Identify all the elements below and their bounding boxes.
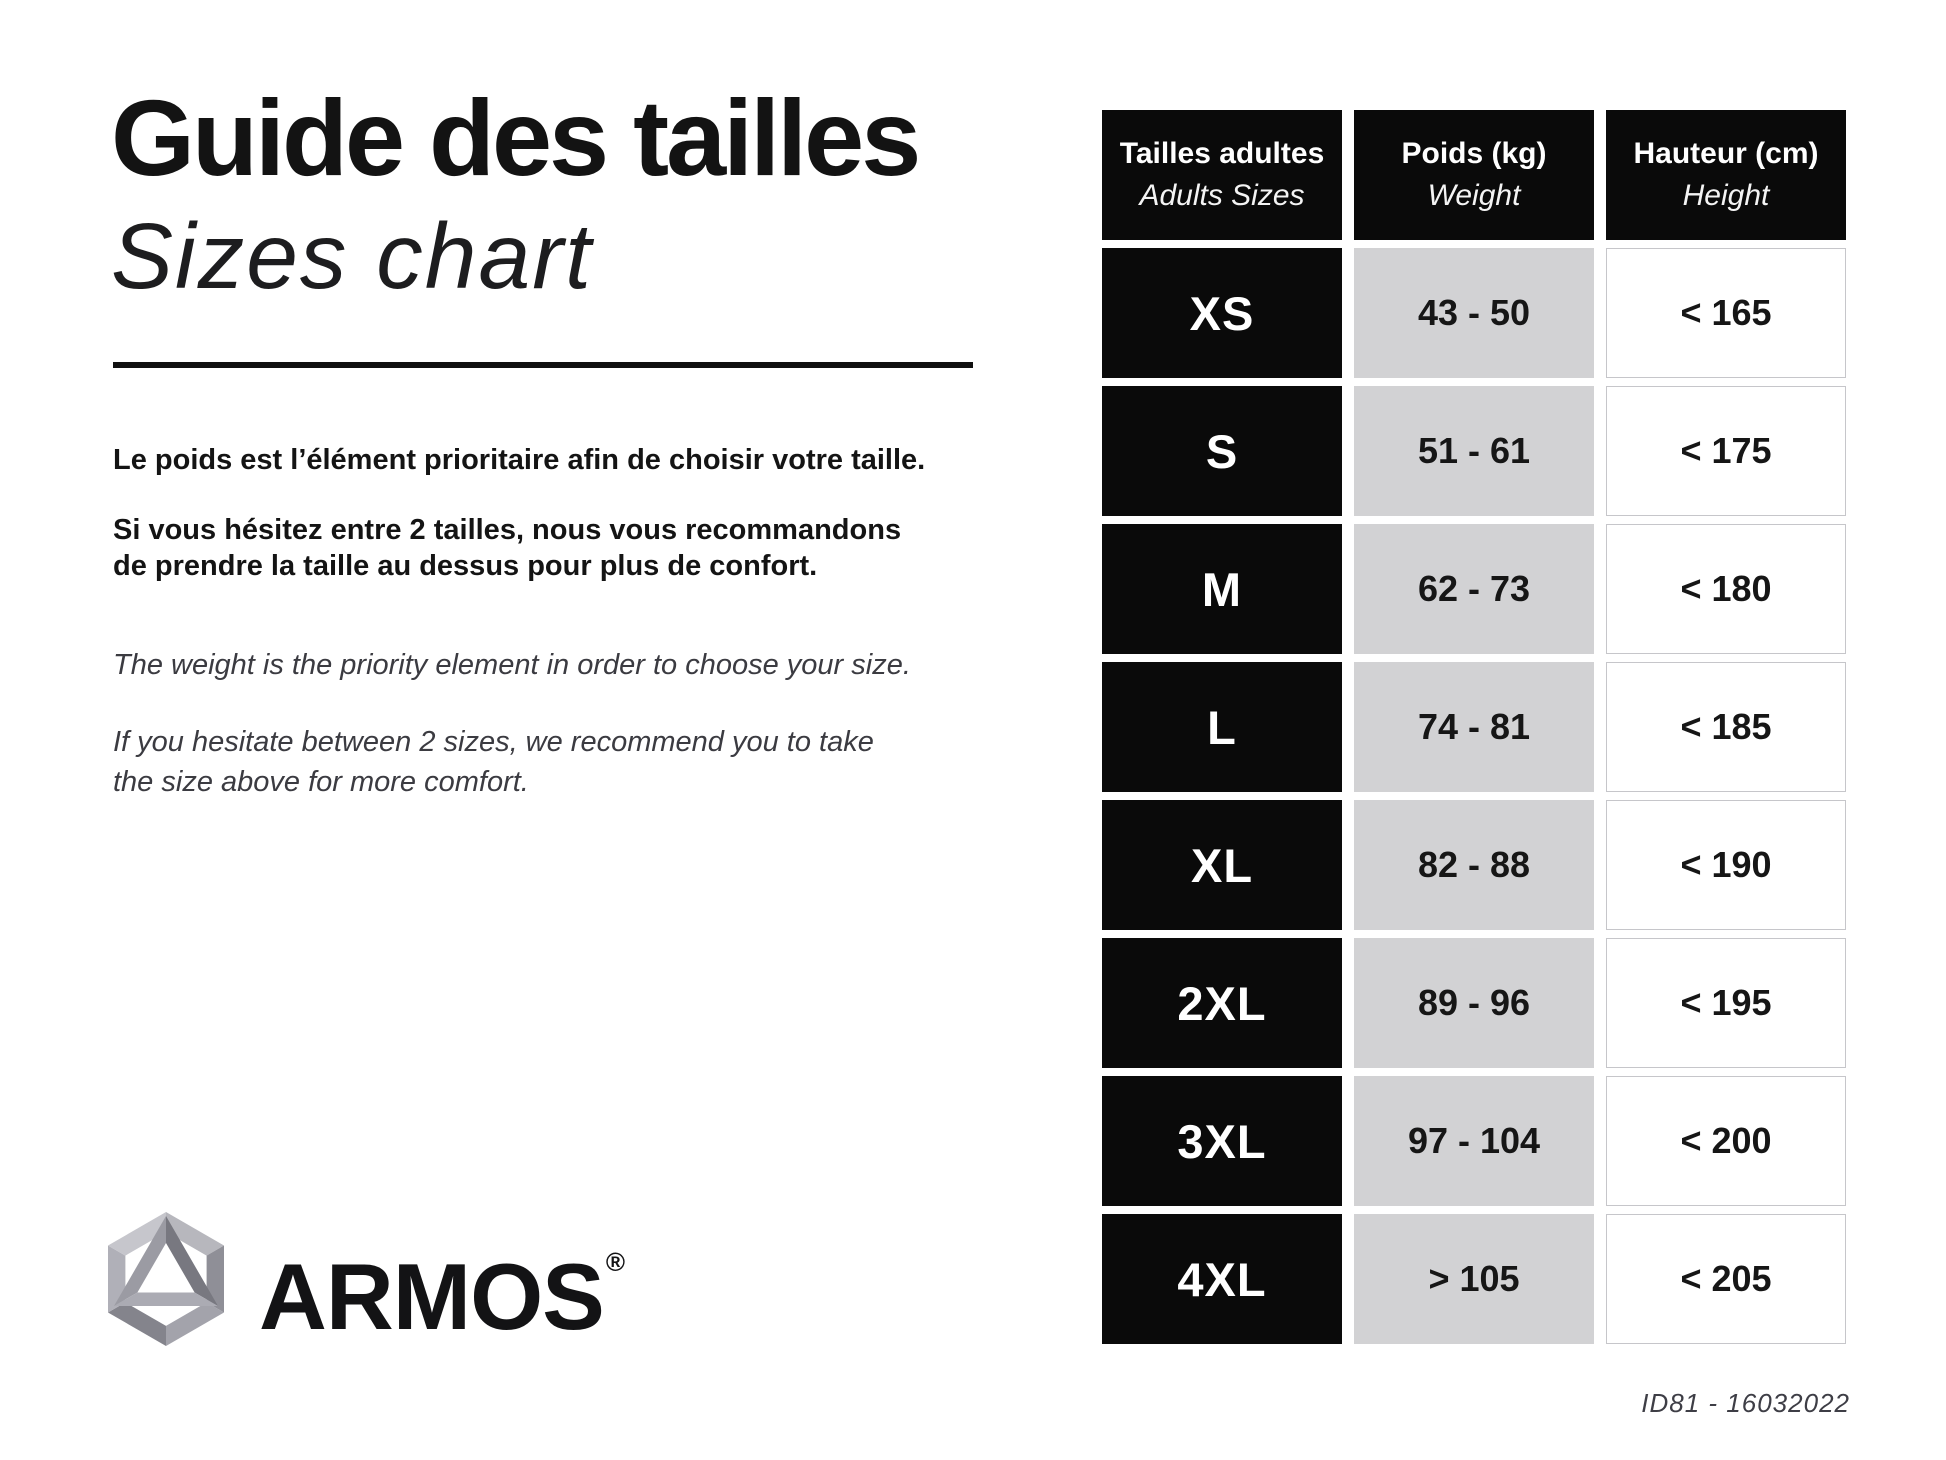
document-reference: ID81 - 16032022: [1641, 1388, 1850, 1418]
brand-name-text: ARMOS: [259, 1243, 604, 1349]
column-header-height: [1606, 110, 1846, 240]
intro-en-weight-priority: The weight is the priority element in order to choose your size.: [113, 649, 911, 681]
sizes-table: [1102, 110, 1846, 1344]
height-cell-2xl: < 195: [1606, 938, 1846, 1068]
size-cell-3xl: 3XL: [1102, 1076, 1342, 1206]
height-cell-s: < 175: [1606, 386, 1846, 516]
column-header-weight: [1354, 110, 1594, 240]
size-cell-xs: XS: [1102, 248, 1342, 378]
column-header-height-fr: Hauteur (cm): [1633, 137, 1819, 170]
weight-cell-m: 62 - 73: [1354, 524, 1594, 654]
weight-cell-2xl: 89 - 96: [1354, 938, 1594, 1068]
size-cell-l: L: [1102, 662, 1342, 792]
intro-fr-hesitate-line2: de prendre la taille au dessus pour plus de confort.: [113, 550, 818, 582]
weight-cell-4xl: > 105: [1354, 1214, 1594, 1344]
intro-en-hesitate: [113, 722, 874, 802]
weight-cell-xl: 82 - 88: [1354, 800, 1594, 930]
height-cell-xs: < 165: [1606, 248, 1846, 378]
weight-cell-l: 74 - 81: [1354, 662, 1594, 792]
column-header-sizes-en: Adults Sizes: [1139, 179, 1305, 212]
height-cell-l: < 185: [1606, 662, 1846, 792]
page-title-french: Guide des tailles: [111, 77, 919, 198]
title-divider-rule: [113, 362, 973, 368]
column-header-height-en: Height: [1682, 179, 1770, 212]
height-cell-xl: < 190: [1606, 800, 1846, 930]
weight-cell-3xl: 97 - 104: [1354, 1076, 1594, 1206]
intro-en-hesitate-line1: If you hesitate between 2 sizes, we recommend you to take: [113, 726, 874, 758]
height-cell-m: < 180: [1606, 524, 1846, 654]
height-cell-4xl: < 205: [1606, 1214, 1846, 1344]
column-header-sizes: [1102, 110, 1342, 240]
height-cell-3xl: < 200: [1606, 1076, 1846, 1206]
brand-block: [103, 1210, 624, 1348]
column-header-weight-en: Weight: [1427, 179, 1521, 212]
intro-en-hesitate-line2: the size above for more comfort.: [113, 766, 529, 798]
intro-fr-hesitate: [113, 512, 901, 584]
registered-trademark-symbol: ®: [605, 1246, 625, 1277]
column-header-sizes-fr: Tailles adultes: [1119, 137, 1325, 170]
brand-wordmark: [259, 1215, 625, 1349]
intro-fr-weight-priority: Le poids est l’élément prioritaire afin de choisir votre taille.: [113, 444, 926, 476]
armos-hexagon-logo-icon: [103, 1210, 229, 1348]
page-title-english: Sizes chart: [111, 204, 594, 308]
size-cell-s: S: [1102, 386, 1342, 516]
intro-fr-hesitate-line1: Si vous hésitez entre 2 tailles, nous vous recommandons: [113, 514, 902, 546]
size-cell-2xl: 2XL: [1102, 938, 1342, 1068]
size-cell-xl: XL: [1102, 800, 1342, 930]
size-cell-4xl: 4XL: [1102, 1214, 1342, 1344]
weight-cell-xs: 43 - 50: [1354, 248, 1594, 378]
column-header-weight-fr: Poids (kg): [1401, 137, 1547, 170]
size-cell-m: M: [1102, 524, 1342, 654]
weight-cell-s: 51 - 61: [1354, 386, 1594, 516]
